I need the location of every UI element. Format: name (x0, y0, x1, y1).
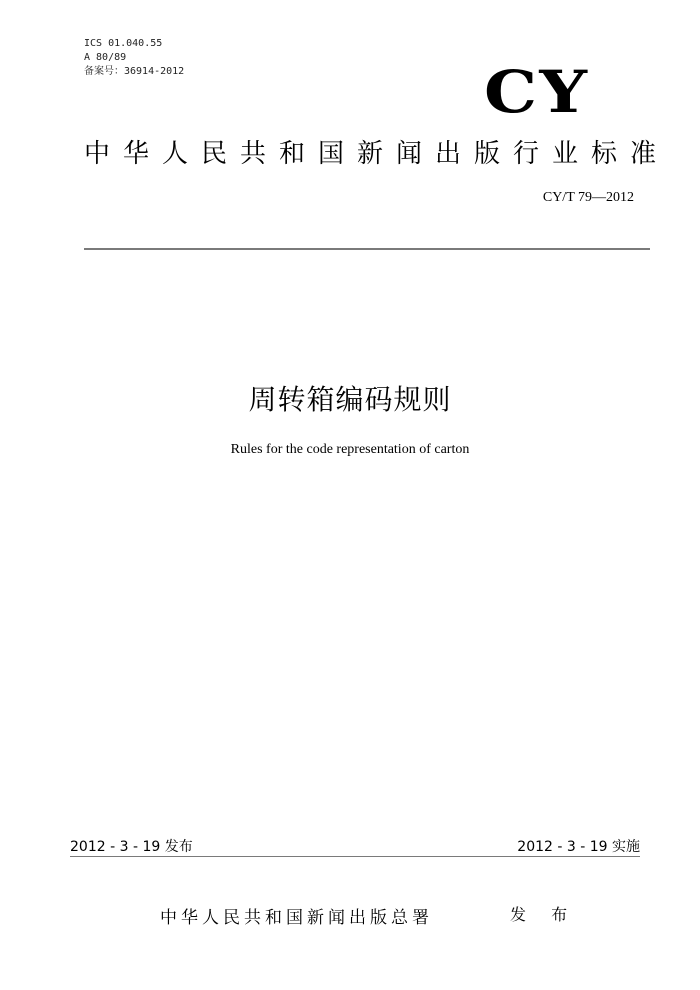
header-divider (84, 248, 650, 250)
release-date: 2012 - 3 - 19 发布 (70, 839, 193, 855)
document-subtitle: Rules for the code representation of carton (230, 442, 470, 457)
classification-code: A 80/89 (84, 52, 127, 63)
filing-number: 备案号：36914-2012 (84, 66, 185, 77)
cy-logo: CY (484, 58, 590, 126)
standard-category-title: 中华人民共和国新闻出版行业标准 (84, 139, 670, 169)
issue-label: 发 布 (510, 905, 578, 924)
implementation-date: 2012 - 3 - 19 实施 (517, 839, 640, 855)
ics-code: ICS 01.040.55 (84, 38, 163, 49)
header-meta (84, 37, 184, 79)
footer-divider (70, 856, 640, 857)
document-title: 周转箱编码规则 (248, 383, 452, 416)
standard-number: CY/T 79—2012 (542, 190, 634, 205)
publisher-name: 中华人民共和国新闻出版总署 (160, 908, 433, 928)
